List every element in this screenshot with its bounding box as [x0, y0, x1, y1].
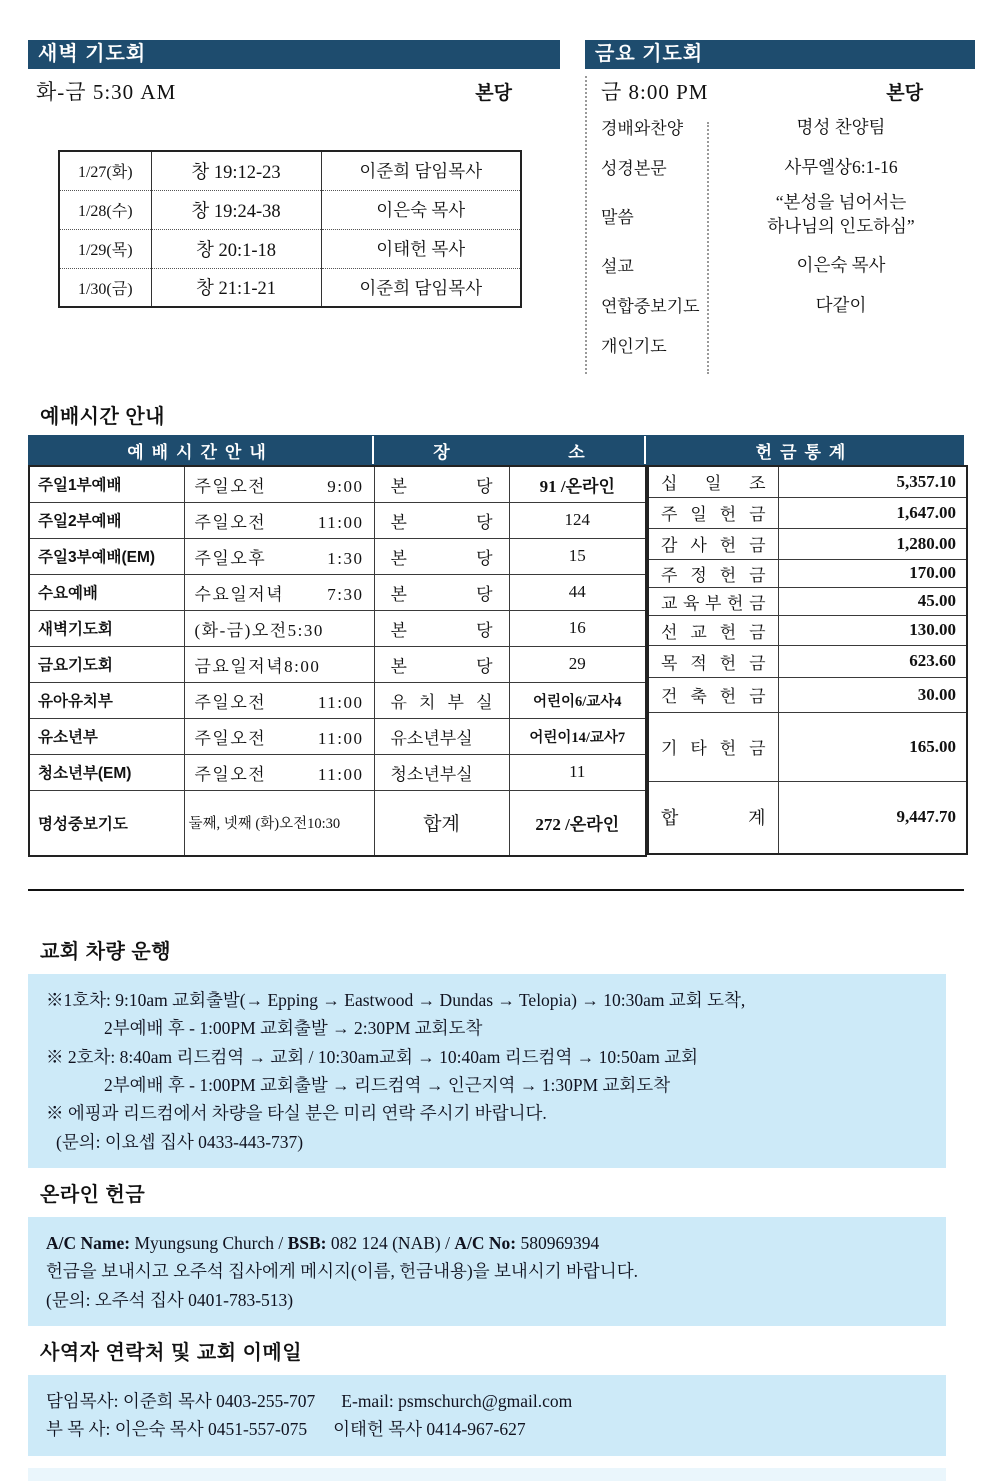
- service-place: 본 당: [374, 646, 509, 682]
- table-row: [59, 151, 521, 190]
- dawn-scripture: 창 21:1-21: [151, 268, 321, 307]
- offering-amount: 170.00: [778, 559, 967, 587]
- service-place: 유 치 부 실: [374, 682, 509, 718]
- list-item: [587, 146, 975, 186]
- friday-row-label: 경배와찬양: [601, 118, 684, 138]
- page-title-contacts: 사역자 연락처 및 교회 이메일: [40, 1342, 303, 1365]
- table-row: [59, 190, 521, 229]
- list-item: [587, 244, 975, 284]
- offering-label: 주 정 헌 금: [648, 559, 778, 587]
- service-name: 유아유치부: [29, 682, 184, 718]
- table-row: [648, 466, 967, 497]
- offering-label: 주 일 헌 금: [648, 497, 778, 528]
- friday-row-value: 사무엘상6:1-16: [784, 156, 898, 177]
- page-title-online-giving: 온라인 헌금: [40, 1184, 146, 1207]
- shuttle-line: ※ 2호차: 8:40am 리드컴역 → 교회 / 10:30am교회 → 10:40am 리드컴역 → 10:50am 교회: [46, 1046, 699, 1067]
- offering-total-label: 합 계: [648, 781, 778, 854]
- service-name: 주일2부예배: [29, 502, 184, 538]
- friday-prayer-header: 금요 기도회: [585, 40, 975, 69]
- offering-label: 감 사 헌 금: [648, 528, 778, 559]
- offering-amount: 623.60: [778, 645, 967, 677]
- table-row: [59, 229, 521, 268]
- dawn-prayer-header: 새벽 기도회: [28, 40, 560, 69]
- table-row: [29, 610, 646, 646]
- bsb-value: 082 124 (NAB) /: [326, 1233, 455, 1254]
- dotted-divider: [707, 122, 709, 374]
- offering-amount: 165.00: [778, 712, 967, 781]
- table-row: [648, 712, 967, 781]
- dawn-prayer-section: [28, 40, 560, 308]
- friday-prayer-place: 본당: [886, 83, 923, 104]
- dawn-leader: 이태헌 목사: [321, 229, 521, 268]
- dawn-leader: 이준희 담임목사: [321, 151, 521, 190]
- service-time: 수요일저녁 7:30: [184, 574, 374, 610]
- giving-contact-line: (문의: 오주석 집사 0401-783-513): [46, 1289, 294, 1310]
- service-count: 11: [509, 754, 646, 790]
- service-place: 본 당: [374, 610, 509, 646]
- associate-pastor-line: [46, 1415, 932, 1443]
- friday-row-label: 개인기도: [601, 336, 667, 356]
- offering-amount: 45.00: [778, 587, 967, 615]
- list-item: [587, 324, 975, 364]
- offering-amount: 1,280.00: [778, 528, 967, 559]
- dawn-date: 1/30(금): [59, 268, 151, 307]
- table-row: [59, 268, 521, 307]
- header-place: [374, 436, 646, 464]
- service-time: 둘째, 넷째 (화)오전10:30: [184, 790, 374, 856]
- associate-pastor-contact-2: 이태헌 목사 0414-967-627: [333, 1419, 526, 1440]
- sermon-title-line1: “본성을 넘어서는: [775, 192, 907, 213]
- offering-label: 기 타 헌 금: [648, 712, 778, 781]
- church-email: E-mail: psmschurch@gmail.com: [341, 1391, 573, 1412]
- dawn-prayer-timeline: [28, 76, 560, 106]
- service-time: 주일오전 11:00: [184, 718, 374, 754]
- table-row: [29, 718, 646, 754]
- header-place-char1: 장: [433, 442, 450, 462]
- offering-amount: 30.00: [778, 677, 967, 712]
- table-row: [648, 559, 967, 587]
- shuttle-line: 2부예배 후 - 1:00PM 교회출발 → 리드컴역 → 인근지역 → 1:30PM 교회도착: [104, 1075, 671, 1096]
- header-place-char2: 소: [568, 442, 585, 462]
- table-row: [29, 574, 646, 610]
- page-title-worship: 예배시간 안내: [40, 406, 165, 428]
- dawn-date: 1/27(화): [59, 151, 151, 190]
- account-no-label: A/C No:: [454, 1233, 517, 1254]
- friday-row-label: 연합중보기도: [601, 296, 700, 316]
- dawn-prayer-table: [58, 150, 522, 308]
- account-name-label: A/C Name:: [46, 1233, 131, 1254]
- service-name: 명성중보기도: [29, 790, 184, 856]
- friday-row-value: [707, 191, 975, 238]
- service-place: 유소년부실: [374, 718, 509, 754]
- dawn-leader: 이은숙 목사: [321, 190, 521, 229]
- dawn-date: 1/28(수): [59, 190, 151, 229]
- service-count: 91 /온라인: [509, 466, 646, 502]
- senior-pastor-line: [46, 1387, 932, 1415]
- table-row: [648, 781, 967, 854]
- dawn-scripture: 창 20:1-18: [151, 229, 321, 268]
- offering-label: 건 축 헌 금: [648, 677, 778, 712]
- offering-label: 선 교 헌 금: [648, 615, 778, 645]
- table-row: [29, 646, 646, 682]
- sermon-title-line2: 하나님의 인도하심”: [767, 216, 915, 236]
- service-count: 124: [509, 502, 646, 538]
- page-title-shuttle: 교회 차량 운행: [40, 941, 172, 963]
- service-name: 주일3부예배(EM): [29, 538, 184, 574]
- service-time: 금요일저녁8:00: [184, 646, 374, 682]
- offering-amount: 1,647.00: [778, 497, 967, 528]
- friday-row-value: 다같이: [815, 294, 867, 315]
- shuttle-contact-line: (문의: 이요셉 집사 0433-443-737): [56, 1131, 304, 1152]
- account-no-value: 580969394: [516, 1233, 600, 1254]
- dawn-date: 1/29(목): [59, 229, 151, 268]
- service-count: 44: [509, 574, 646, 610]
- table-row: [29, 466, 646, 502]
- friday-row-value: 이은숙 목사: [796, 254, 886, 275]
- service-place: 본 당: [374, 502, 509, 538]
- header-worship-times: 예배시간안내: [29, 436, 374, 464]
- service-name: 수요예배: [29, 574, 184, 610]
- service-time: 주일오전 11:00: [184, 502, 374, 538]
- friday-row-label: 성경본문: [601, 158, 667, 178]
- friday-prayer-time: 금 8:00 PM: [601, 80, 709, 104]
- dawn-scripture: 창 19:24-38: [151, 190, 321, 229]
- contacts-box: [28, 1375, 946, 1456]
- offerings-table: [647, 465, 968, 855]
- worship-table-header: [28, 435, 964, 465]
- service-time: 주일오전 11:00: [184, 682, 374, 718]
- list-item: [587, 284, 975, 324]
- bottom-strip: [28, 1468, 946, 1481]
- service-place: 본 당: [374, 574, 509, 610]
- table-row: [29, 682, 646, 718]
- list-item: [587, 186, 975, 244]
- friday-row-label: 설교: [601, 256, 634, 276]
- service-count: 16: [509, 610, 646, 646]
- dawn-prayer-time: 화-금 5:30 AM: [36, 80, 177, 104]
- worship-table-body: [28, 465, 964, 857]
- service-time: 주일오전 11:00: [184, 754, 374, 790]
- online-giving-box: [28, 1217, 946, 1326]
- table-row: [648, 528, 967, 559]
- giving-instruction-line: 헌금을 보내시고 오주석 집사에게 메시지(이름, 헌금내용)을 보내시기 바랍니다.: [46, 1261, 638, 1282]
- shuttle-line: ※1호차: 9:10am 교회출발(→ Epping → Eastwood → Dundas → Telopia) → 10:30am 교회 도착,: [46, 990, 746, 1010]
- service-time: 주일오전 9:00: [184, 466, 374, 502]
- service-name: 금요기도회: [29, 646, 184, 682]
- service-time: (화-금)오전5:30: [184, 610, 374, 646]
- service-name: 청소년부(EM): [29, 754, 184, 790]
- friday-row-label: 말씀: [601, 207, 634, 227]
- senior-pastor-contact: 담임목사: 이준희 목사 0403-255-707: [46, 1391, 316, 1412]
- bsb-label: BSB:: [287, 1233, 327, 1254]
- table-row: [29, 754, 646, 790]
- services-table: [28, 465, 647, 857]
- table-row: [648, 645, 967, 677]
- services-total-label: 합계: [374, 790, 509, 856]
- friday-row-value: 명성 찬양팀: [796, 116, 886, 137]
- offering-amount: 130.00: [778, 615, 967, 645]
- table-row: [648, 677, 967, 712]
- header-offering-stats: 헌금통계: [755, 442, 854, 462]
- account-name-value: Myungsung Church /: [130, 1233, 288, 1254]
- friday-prayer-section: [585, 40, 975, 374]
- services-total-count: 272 /온라인: [509, 790, 646, 856]
- service-count: 15: [509, 538, 646, 574]
- service-name: 주일1부예배: [29, 466, 184, 502]
- friday-prayer-timeline: [587, 76, 975, 106]
- service-place: 본 당: [374, 466, 509, 502]
- dawn-prayer-place: 본당: [475, 83, 512, 104]
- service-time: 주일오후 1:30: [184, 538, 374, 574]
- associate-pastor-contact-1: 부 목 사: 이은숙 목사 0451-557-075: [46, 1419, 308, 1440]
- offering-label: 목 적 헌 금: [648, 645, 778, 677]
- list-item: [587, 106, 975, 146]
- offering-label: 십 일 조: [648, 466, 778, 497]
- table-row: [29, 538, 646, 574]
- table-row: [648, 615, 967, 645]
- dawn-scripture: 창 19:12-23: [151, 151, 321, 190]
- dawn-leader: 이준희 담임목사: [359, 277, 483, 298]
- table-row: [648, 587, 967, 615]
- service-count: 어린이14/교사7: [509, 718, 646, 754]
- service-count: 어린이6/교사4: [509, 682, 646, 718]
- table-row: [29, 502, 646, 538]
- shuttle-info-box: [28, 974, 946, 1168]
- service-place: 청소년부실: [374, 754, 509, 790]
- shuttle-line: ※ 에핑과 리드컴에서 차량을 타실 분은 미리 연락 주시기 바랍니다.: [46, 1103, 547, 1124]
- service-place: 본 당: [374, 538, 509, 574]
- offering-label: 교 육 부 헌 금: [648, 587, 778, 615]
- service-name: 유소년부: [29, 718, 184, 754]
- bank-account-line: [46, 1229, 932, 1257]
- table-row: [648, 497, 967, 528]
- service-name: 새벽기도회: [29, 610, 184, 646]
- section-divider: [28, 889, 964, 891]
- offering-total-amount: 9,447.70: [778, 781, 967, 854]
- table-row: [29, 790, 646, 856]
- service-count: 29: [509, 646, 646, 682]
- offering-amount: 5,357.10: [778, 466, 967, 497]
- friday-prayer-body: [585, 76, 975, 374]
- worship-table: [28, 435, 964, 857]
- shuttle-line: 2부예배 후 - 1:00PM 교회출발 → 2:30PM 교회도착: [104, 1018, 483, 1039]
- top-row: [28, 40, 992, 374]
